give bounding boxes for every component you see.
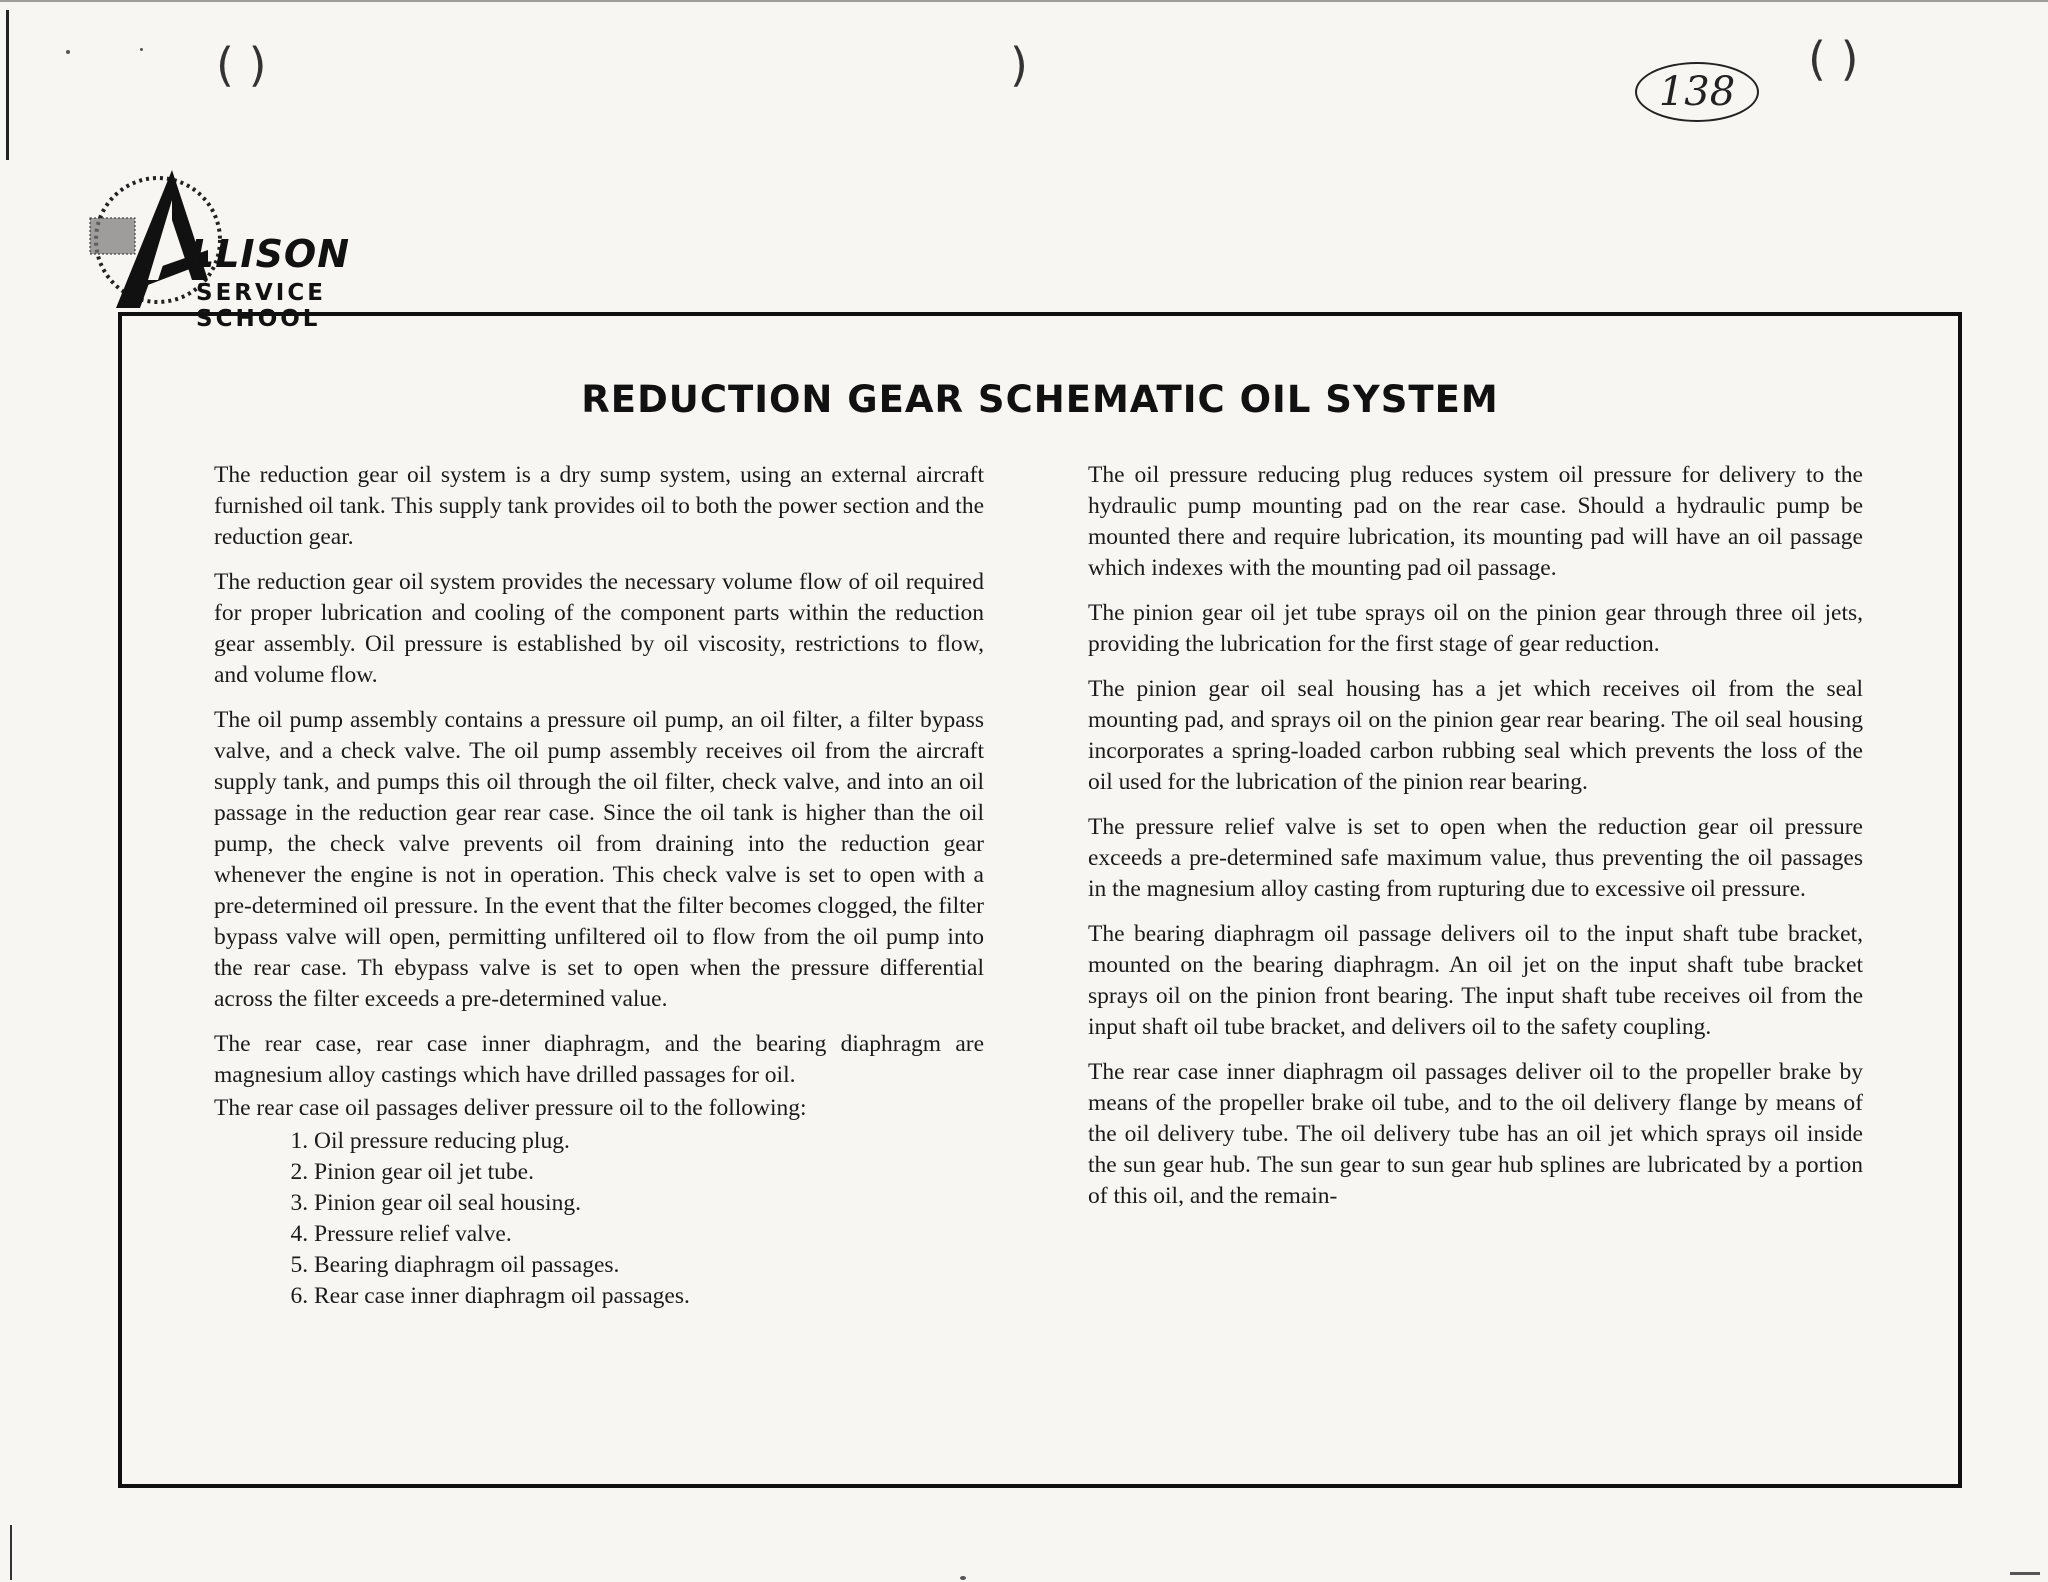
page-title: REDUCTION GEAR SCHEMATIC OIL SYSTEM	[581, 378, 1499, 421]
page-number: 138	[1635, 62, 1759, 122]
logo-subtitle: SERVICE SCHOOL	[196, 280, 326, 332]
scan-speck	[960, 1576, 966, 1580]
list-item: 1. Oil pressure reducing plug.	[314, 1126, 984, 1157]
binder-hole-right: ( )	[1808, 32, 1859, 86]
left-column	[214, 460, 984, 1312]
scan-left-edge-bottom	[10, 1525, 12, 1580]
right-column	[1088, 460, 1863, 1226]
right-paragraph: The pressure relief valve is set to open when the reduction gear oil pressure exceeds a pre-determined safe maximum value, thus preventing the oil passages in the magnesium alloy casting from rupturing due to excessive oil pressure.	[1088, 814, 1863, 902]
left-paragraph: The oil pump assembly contains a pressure oil pump, an oil filter, a filter bypass valve, and a check valve. The oil pump assembly receives oil from the aircraft supply tank, and pumps this oil through the oil filter, check valve, and into an oil passage in the reduction gear rear case. Since the oil tank is higher than the oil pump, the check valve prevents oil from draining into the reduction gear whenever the engine is not in operation. This check valve is set to open with a pre-determined oil pressure. In the event that the filter becomes clogged, the filter bypass valve will open, permitting unfiltered oil to flow from the oil pump into the rear case. Th ebypass valve is set to open when the pressure differential across the filter exceeds a pre-determined value.	[214, 707, 984, 1012]
right-paragraph: The oil pressure reducing plug reduces system oil pressure for delivery to the hydraulic pump mounting pad on the rear case. Should a hydraulic pump be mounted there and require lubrication, its mounting pad will have an oil passage which indexes with the mounting pad oil passage.	[1088, 462, 1863, 581]
delivery-list	[214, 1126, 984, 1312]
logo-wordmark: LLISON	[190, 232, 351, 276]
list-item: 4. Pressure relief valve.	[314, 1219, 984, 1250]
binder-hole-left: ( )	[216, 38, 267, 92]
list-item: 5. Bearing diaphragm oil passages.	[314, 1250, 984, 1281]
left-paragraph: The rear case oil passages deliver pressure oil to the following:	[214, 1095, 807, 1121]
list-item: 6. Rear case inner diaphragm oil passages.	[314, 1281, 984, 1312]
scan-top-edge	[0, 0, 2048, 2]
right-paragraph: The pinion gear oil jet tube sprays oil on the pinion gear through three oil jets, providing the lubrication for the first stage of gear reduction.	[1088, 600, 1863, 657]
scan-speck	[140, 48, 143, 51]
right-paragraph: The pinion gear oil seal housing has a jet which receives oil from the seal mounting pad, and sprays oil on the pinion gear rear bearing. The oil seal housing incorporates a spring-loaded carbon rubbing seal which prevents the loss of the oil used for the lubrication of the pinion rear bearing.	[1088, 676, 1863, 795]
left-paragraph: The reduction gear oil system is a dry sump system, using an external aircraft furnished oil tank. This supply tank provides oil to both the power section and the reduction gear.	[214, 462, 984, 550]
list-item: 2. Pinion gear oil jet tube.	[314, 1157, 984, 1188]
binder-hole-center: )	[1010, 38, 1028, 92]
left-paragraph: The rear case, rear case inner diaphragm, and the bearing diaphragm are magnesium alloy castings which have drilled passages for oil.	[214, 1031, 984, 1088]
right-paragraph: The bearing diaphragm oil passage delivers oil to the input shaft tube bracket, mounted on the bearing diaphragm. An oil jet on the input shaft tube bracket sprays oil on the pinion front bearing. The input shaft tube receives oil from the input shaft oil tube bracket, and delivers oil to the safety coupling.	[1088, 921, 1863, 1040]
allison-logo	[80, 160, 440, 332]
scan-left-edge	[6, 10, 9, 160]
left-paragraph: The reduction gear oil system provides the necessary volume flow of oil required for proper lubrication and cooling of the component parts within the reduction gear assembly. Oil pressure is established by oil viscosity, restrictions to flow, and volume flow.	[214, 569, 984, 688]
scan-speck	[2010, 1572, 2040, 1575]
right-paragraph: The rear case inner diaphragm oil passages deliver oil to the propeller brake by means of the propeller brake oil tube, and to the oil delivery flange by means of the oil delivery tube. The oil delivery tube has an oil jet which sprays oil inside the sun gear hub. The sun gear to sun gear hub splines are lubricated by a portion of this oil, and the remain-	[1088, 1059, 1863, 1209]
list-item: 3. Pinion gear oil seal housing.	[314, 1188, 984, 1219]
content-frame	[118, 312, 1962, 1488]
scan-speck	[66, 50, 70, 54]
